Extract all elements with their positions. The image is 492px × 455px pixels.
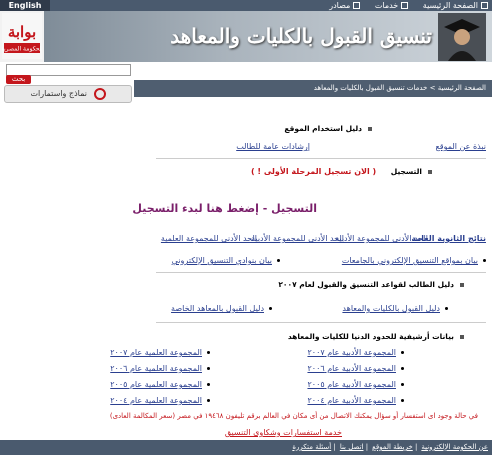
bullet-icon [428, 170, 432, 174]
archive-scientific-link[interactable]: المجموعة العلمية عام ٢٠٠٦ [110, 364, 202, 373]
rules-title: دليل الطالب لقواعد التنسيق والقبول لعام ٢٠٠٧ [278, 280, 454, 289]
results-row-3 [172, 256, 280, 265]
archive-lit-0 [307, 348, 404, 357]
search-magnifier-icon [94, 88, 106, 100]
divider [156, 158, 486, 159]
nav-home[interactable]: الصفحة الرئيسية [422, 1, 478, 10]
top-navigation-bar [0, 0, 492, 11]
graduate-figure-icon [438, 13, 486, 61]
bullet-icon [401, 351, 404, 354]
rules-link1-row [342, 304, 448, 313]
bullet-icon [207, 399, 210, 402]
guide-links [436, 142, 486, 151]
footer: عن الحكومة الإلكترونية| خريطة الموقع| اتصل بنا| أسئلة متكررة [0, 440, 492, 455]
min-literary-link-2[interactable]: الحد الأدنى للمجموعة الأدبية [251, 234, 344, 243]
start-registration-link[interactable]: التسجيل - إضغط هنا لبدء التسجيل [132, 202, 317, 215]
bullet-icon [401, 383, 404, 386]
help-text: في حالة وجود اى استفسار أو سؤال يمكنك الاتصال من أى مكان في العالم برقم تليفون ١٩٤٦٨ في مصر (سعر المكالمة العادى) [109, 412, 478, 420]
registration-notice: ( الان تسجيل المرحلة الأولى ! ) [250, 167, 377, 176]
archive-literary-link[interactable]: المجموعة الأدبية عام ٢٠٠٧ [307, 348, 396, 357]
archive-lit-1 [307, 364, 404, 373]
min-scientific-link[interactable]: الحد الأدنى للمجموعة العلمية [160, 234, 257, 243]
bullet-icon [368, 127, 372, 131]
min-literary-link[interactable]: الحد الأدنى للمجموعة الأدبية [335, 234, 428, 243]
bullet-icon [445, 307, 448, 310]
bullet-icon [207, 351, 210, 354]
archive-lit-2 [307, 380, 404, 389]
bullet-icon [207, 367, 210, 370]
square-icon [481, 2, 488, 9]
help-link-row [225, 428, 342, 437]
about-site-link[interactable]: نبذة عن الموقع [435, 142, 486, 151]
bullet-icon [483, 259, 486, 262]
register-title: التسجيل [390, 167, 422, 176]
private-institutes-link[interactable]: دليل القبول بالمعاهد الخاصة [171, 304, 264, 313]
square-icon [353, 2, 360, 9]
university-sites-link[interactable]: بيان بمواقع التنسيق الإلكتروني بالجامعات [341, 256, 478, 265]
archive-literary-link[interactable]: المجموعة الأدبية عام ٢٠٠٤ [307, 396, 396, 405]
page-title: تنسيق القبول بالكليات والمعاهد [170, 24, 432, 48]
bullet-icon [207, 383, 210, 386]
footer-contact[interactable]: اتصل بنا [339, 443, 364, 451]
nav-services[interactable]: خدمات [374, 1, 399, 10]
divider [156, 322, 486, 323]
section-guide-header [284, 124, 372, 133]
breadcrumb[interactable]: الصفحة الرئيسية > خدمات تنسيق القبول بالكليات والمعاهد [134, 80, 492, 97]
forms-button[interactable] [4, 85, 132, 103]
archive-sci-1 [110, 364, 210, 373]
nav-resources[interactable]: مصادر [329, 1, 351, 10]
results-row-2 [342, 256, 486, 265]
coordination-clubs-link[interactable]: بيان بنوادي التنسيق الإلكتروني [171, 256, 272, 265]
guide-links-2 [236, 142, 310, 151]
bullet-icon [401, 399, 404, 402]
archive-literary-link[interactable]: المجموعة الأدبية عام ٢٠٠٦ [307, 364, 396, 373]
bullet-icon [460, 335, 464, 339]
archive-sci-2 [110, 380, 210, 389]
bullet-icon [269, 307, 272, 310]
results-sci [161, 234, 257, 243]
results-lit-2 [251, 234, 344, 243]
search-button[interactable]: بحث [6, 75, 31, 84]
results-lit [335, 234, 428, 243]
bullet-icon [277, 259, 280, 262]
archive-sci-3 [110, 396, 210, 405]
inquiries-complaints-link[interactable]: خدمة استفسارات وشكاوى التنسيق [224, 428, 342, 437]
archive-sci-0 [110, 348, 210, 357]
english-language-link[interactable]: English [0, 0, 50, 11]
logo-title: بوابة [7, 23, 37, 41]
footer-sitemap[interactable]: خريطة الموقع [372, 443, 413, 451]
bullet-icon [401, 367, 404, 370]
archive-lit-3 [307, 396, 404, 405]
footer-about-egov[interactable]: عن الحكومة الإلكترونية [421, 443, 488, 451]
archive-scientific-link[interactable]: المجموعة العلمية عام ٢٠٠٧ [110, 348, 202, 357]
section-rules-header [278, 280, 464, 289]
divider [156, 272, 486, 273]
archive-literary-link[interactable]: المجموعة الأدبية عام ٢٠٠٥ [307, 380, 396, 389]
section-archive-header [288, 332, 464, 341]
archive-title: بيانات أرشيفية للحدود الدنيا للكليات والمعاهد [287, 332, 454, 341]
results-link[interactable]: نتائج الثانوية العامة [411, 234, 486, 243]
rules-link2-row [171, 304, 272, 313]
admission-guide-link[interactable]: دليل القبول بالكليات والمعاهد [342, 304, 440, 313]
square-icon [401, 2, 408, 9]
logo-subtitle: الحكومة المصرية [2, 45, 42, 53]
egypt-portal-logo[interactable] [2, 13, 42, 59]
footer-faq[interactable]: أسئلة متكررة [292, 443, 332, 451]
archive-scientific-link[interactable]: المجموعة العلمية عام ٢٠٠٤ [110, 396, 202, 405]
guide-title: دليل استخدام الموقع [284, 124, 362, 133]
bullet-icon [460, 283, 464, 287]
forms-button-label: نماذج واستمارات [30, 89, 87, 98]
section-register-header [251, 167, 432, 176]
student-guidelines-link[interactable]: إرشادات عامة للطالب [236, 142, 310, 151]
register-cta[interactable] [132, 202, 317, 215]
archive-scientific-link[interactable]: المجموعة العلمية عام ٢٠٠٥ [110, 380, 202, 389]
top-nav-menu [317, 0, 488, 11]
